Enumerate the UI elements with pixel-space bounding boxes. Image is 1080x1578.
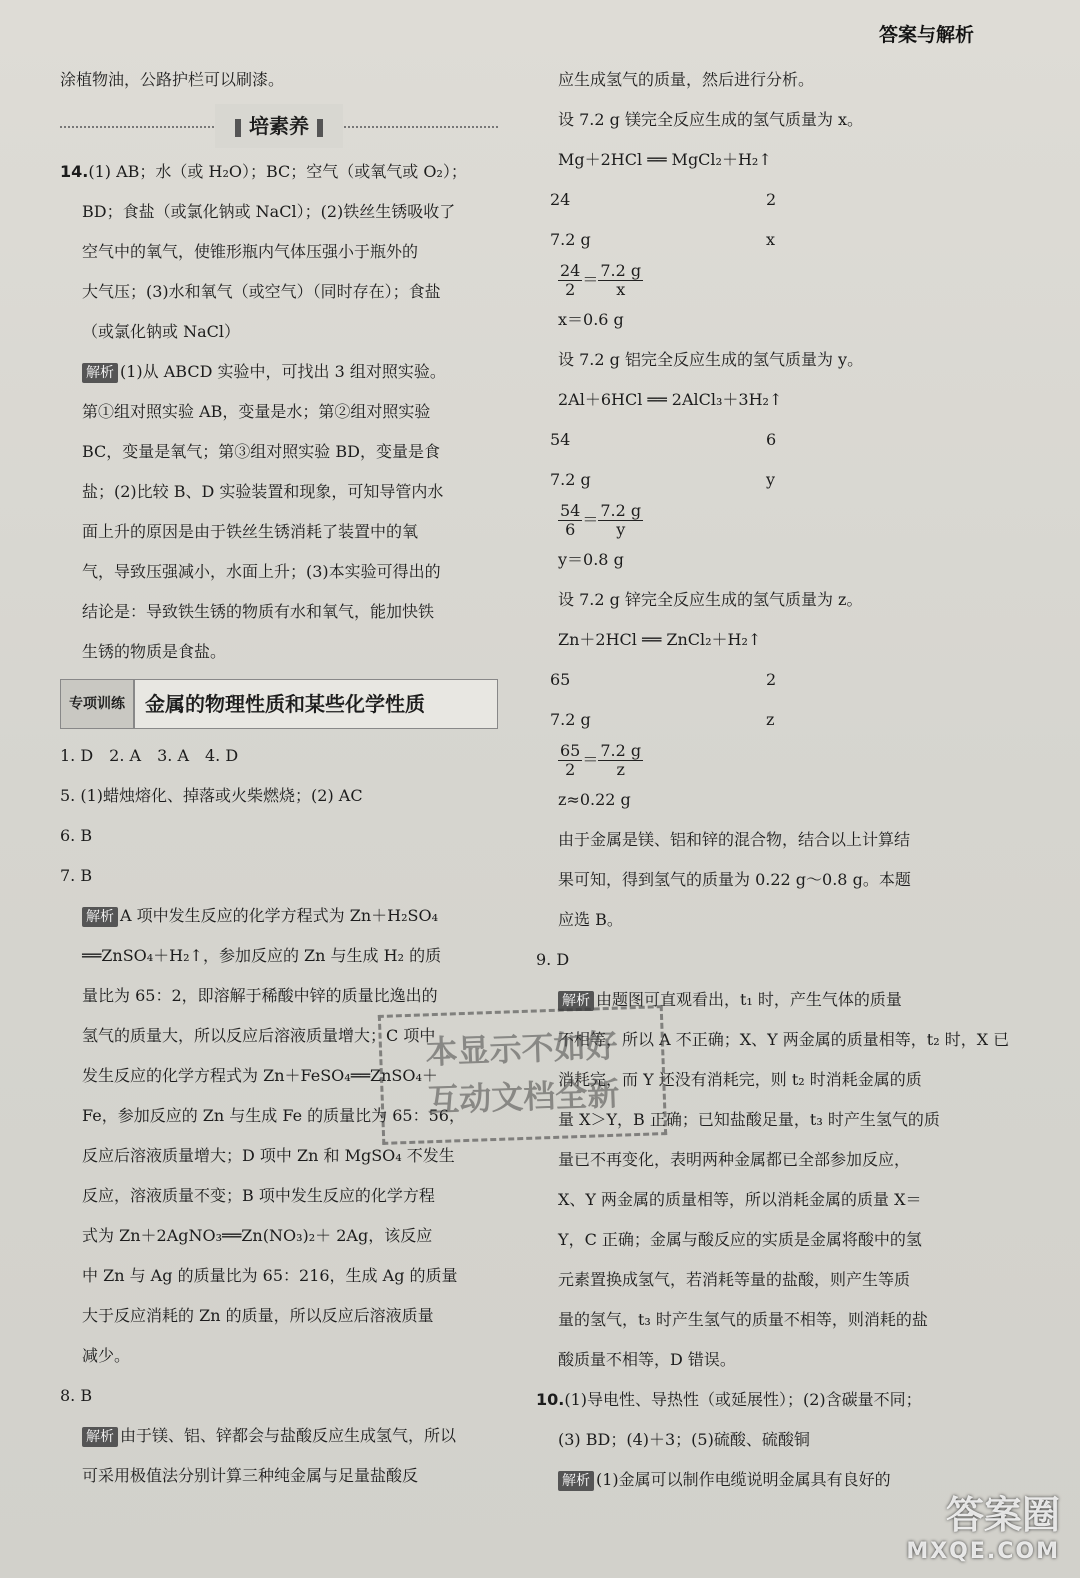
special-title: 金属的物理性质和某些化学性质 [134, 679, 498, 729]
left-column [60, 60, 498, 1496]
fraction-numerator: 24 [560, 261, 581, 280]
text-line: 气，导致压强减小，水面上升；(3)本实验可得出的 [82, 562, 441, 581]
explanation-line [60, 352, 498, 392]
text-line: 量的氢气，t₃ 时产生氢气的质量不相等，则消耗的盐 [558, 1310, 928, 1329]
equation-al: 2Al＋6HCl ══ 2AlCl₃＋3H₂↑ [558, 390, 783, 409]
ratio-left: 54 [550, 430, 571, 449]
proportion-zn: $\frac{65}{2}$ ＝ $\frac{7.2 g}{z}$ [560, 741, 642, 779]
text-line: ══ZnSO₄＋H₂↑，参加反应的 Zn 与生成 H₂ 的质 [82, 946, 442, 965]
stamp-overlay [378, 1005, 667, 1145]
text-line: 不相等，所以 A 不正确；X、Y 两金属的质量相等，t₂ 时，X 已 [558, 1030, 1010, 1049]
fraction [598, 262, 643, 299]
equation-ratio-row [536, 180, 976, 220]
text-line: 设 7.2 g 锌完全反应生成的氢气质量为 z。 [558, 590, 863, 609]
fraction [598, 742, 643, 779]
explanation-text: (1)从 ABCD 实验中，可找出 3 组对照实验。 [120, 362, 446, 381]
analysis-tag: 解析 [82, 907, 118, 927]
analysis-tag: 解析 [558, 1471, 594, 1491]
answer-9: 9. D [536, 950, 570, 969]
fraction-numerator: 54 [560, 501, 581, 520]
text-line: Y，C 正确；金属与酸反应的实质是金属将酸中的氢 [558, 1230, 922, 1249]
text-line: （或氯化钠或 NaCl） [82, 322, 240, 341]
text-line: BD；食盐（或氯化钠或 NaCl）；(2)铁丝生锈吸收了 [82, 202, 456, 221]
answer-10 [536, 1380, 976, 1420]
watermark-text: 答案圈 [945, 1493, 1060, 1537]
ratio-left: 65 [550, 670, 571, 689]
mass-right: z [766, 710, 775, 729]
answer-text: (1) AB；水（或 H₂O）；BC；空气（或氧气或 O₂）； [88, 162, 467, 181]
watermark-url: MXQE.COM [906, 1539, 1060, 1564]
result-mg: x＝0.6 g [558, 310, 624, 329]
mass-right: x [766, 230, 776, 249]
fraction-numerator: 7.2 g [600, 501, 642, 520]
fraction-denominator: 2 [565, 280, 576, 299]
result-al: y＝0.8 g [558, 550, 624, 569]
text-line: 设 7.2 g 铝完全反应生成的氢气质量为 y。 [558, 350, 864, 369]
equation-mass-row [536, 700, 976, 740]
text-line: 减少。 [82, 1346, 131, 1365]
fraction-numerator: 65 [560, 741, 581, 760]
text-line: 涂植物油，公路护栏可以刷漆。 [60, 70, 285, 89]
explanation-line [60, 896, 498, 936]
text-line: 反应后溶液质量增大；D 项中 Zn 和 MgSO₄ 不发生 [82, 1146, 455, 1165]
watermark-logo [860, 1484, 1060, 1564]
header-title: 答案与解析 [878, 24, 974, 46]
answer-text: (1)导电性、导热性（或延展性）；(2)含碳量不同； [564, 1390, 922, 1409]
text-line: 发生反应的化学方程式为 Zn＋FeSO₄══ZnSO₄＋ [82, 1066, 438, 1085]
equation-ratio-row [536, 660, 976, 700]
stamp-line: 互动文档全新 [426, 1074, 620, 1120]
mass-left: 7.2 g [550, 470, 591, 489]
text-line: 结论是：导致铁生锈的物质有水和氧气，能加快铁 [82, 602, 435, 621]
text-line: 由于金属是镁、铝和锌的混合物，结合以上计算结 [558, 830, 911, 849]
fraction [558, 502, 582, 539]
text-line: 面上升的原因是由于铁丝生锈消耗了装置中的氧 [82, 522, 419, 541]
fraction-numerator: 7.2 g [600, 261, 642, 280]
answer-5: 5. (1)蜡烛熔化、掉落或火柴燃烧；(2) AC [60, 786, 363, 805]
text-line: 大于反应消耗的 Zn 的质量，所以反应后溶液质量 [82, 1306, 434, 1325]
explanation-text: 由于镁、铝、锌都会与盐酸反应生成氢气，所以 [120, 1426, 457, 1445]
text-line: 量比为 65：2，即溶解于稀酸中锌的质量比逸出的 [82, 986, 438, 1005]
ratio-right: 2 [766, 670, 777, 689]
text-line: 反应，溶液质量不变；B 项中发生反应的化学方程 [82, 1186, 435, 1205]
text-line: 可采用极值法分别计算三种纯金属与足量盐酸反 [82, 1466, 419, 1485]
text-line: 消耗完，而 Y 还没有消耗完，则 t₂ 时消耗金属的质 [558, 1070, 922, 1089]
equation-mass-row [536, 220, 976, 260]
stamp-line: 本显示不如好 [424, 1026, 619, 1072]
analysis-tag: 解析 [82, 1427, 118, 1447]
fraction-denominator: 2 [565, 760, 576, 779]
explanation-line [60, 1416, 498, 1456]
analysis-tag: 解析 [82, 363, 118, 383]
equation-zn: Zn＋2HCl ══ ZnCl₂＋H₂↑ [558, 630, 762, 649]
mass-left: 7.2 g [550, 710, 591, 729]
fraction [598, 502, 643, 539]
text-line: 元素置换成氢气，若消耗等量的盐酸，则产生等质 [558, 1270, 911, 1289]
ratio-left: 24 [550, 190, 571, 209]
fraction [558, 262, 582, 299]
section-title: 培素养 [249, 114, 309, 138]
fraction-denominator: 6 [565, 520, 576, 539]
special-tag: 专项训练 [60, 679, 134, 729]
text-line: 第①组对照实验 AB，变量是水；第②组对照实验 [82, 402, 431, 421]
text-line: 酸质量不相等，D 错误。 [558, 1350, 736, 1369]
text-line: 氢气的质量大，所以反应后溶液质量增大；C 项中 [82, 1026, 436, 1045]
proportion-mg: $\frac{24}{2}$ ＝ $\frac{7.2 g}{x}$ [560, 261, 642, 299]
badge-bar-icon [235, 119, 241, 137]
answer-14 [60, 152, 498, 192]
text-line: 应生成氢气的质量，然后进行分析。 [558, 70, 815, 89]
text-line: 大气压；(3)水和氧气（或空气）（同时存在）；食盐 [82, 282, 441, 301]
explanation-text: (1)金属可以制作电缆说明金属具有良好的 [596, 1470, 891, 1489]
special-training-heading [60, 678, 498, 730]
explanation-text: 由题图可直观看出，t₁ 时，产生气体的质量 [596, 990, 902, 1009]
text-line: X、Y 两金属的质量相等，所以消耗金属的质量 X＝ [558, 1190, 922, 1209]
equation-mg: Mg＋2HCl ══ MgCl₂＋H₂↑ [558, 150, 772, 169]
text-line: 式为 Zn＋2AgNO₃══Zn(NO₃)₂＋ 2Ag，该反应 [82, 1226, 433, 1245]
fraction-denominator: z [616, 760, 625, 779]
section-heading [60, 100, 498, 152]
answer-8: 8. B [60, 1386, 93, 1405]
answer-7: 7. B [60, 866, 93, 885]
answers-1-4: 1. D 2. A 3. A 4. D [60, 746, 239, 765]
text-line: 盐；(2)比较 B、D 实验装置和现象，可知导管内水 [82, 482, 444, 501]
fraction-denominator: x [616, 280, 626, 299]
text-line: 中 Zn 与 Ag 的质量比为 65：216，生成 Ag 的质量 [82, 1266, 458, 1285]
mass-right: y [766, 470, 776, 489]
fraction-numerator: 7.2 g [600, 741, 642, 760]
proportion-al: $\frac{54}{6}$ ＝ $\frac{7.2 g}{y}$ [560, 501, 642, 539]
text-line: 量 X＞Y，B 正确；已知盐酸足量，t₃ 时产生氢气的质 [558, 1110, 940, 1129]
equation-mass-row [536, 460, 976, 500]
right-column [536, 60, 1010, 1500]
text-line: 果可知，得到氢气的质量为 0.22 g～0.8 g。本题 [558, 870, 911, 889]
fraction-denominator: y [616, 520, 626, 539]
text-line: (3) BD；(4)＋3；(5)硫酸、硫酸铜 [558, 1430, 810, 1449]
section-badge [215, 104, 343, 148]
answer-6: 6. B [60, 826, 93, 845]
ratio-right: 6 [766, 430, 777, 449]
text-line: 设 7.2 g 镁完全反应生成的氢气质量为 x。 [558, 110, 864, 129]
text-line: 应选 B。 [558, 910, 623, 929]
text-line: Fe，参加反应的 Zn 与生成 Fe 的质量比为 65：56， [82, 1106, 465, 1125]
explanation-text: A 项中发生反应的化学方程式为 Zn＋H₂SO₄ [120, 906, 439, 925]
text-line: BC，变量是氧气；第③组对照实验 BD，变量是食 [82, 442, 440, 461]
badge-bar-icon [317, 119, 323, 137]
question-number: 10. [536, 1390, 565, 1409]
fraction [558, 742, 582, 779]
ratio-right: 2 [766, 190, 777, 209]
result-zn: z≈0.22 g [558, 790, 631, 809]
text-line: 量已不再变化，表明两种金属都已全部参加反应， [558, 1150, 911, 1169]
text-line: 生锈的物质是食盐。 [82, 642, 227, 661]
mass-left: 7.2 g [550, 230, 591, 249]
analysis-tag: 解析 [558, 991, 594, 1011]
text-line: 空气中的氧气，使锥形瓶内气体压强小于瓶外的 [82, 242, 419, 261]
question-number: 14. [60, 162, 89, 181]
equation-ratio-row [536, 420, 976, 460]
